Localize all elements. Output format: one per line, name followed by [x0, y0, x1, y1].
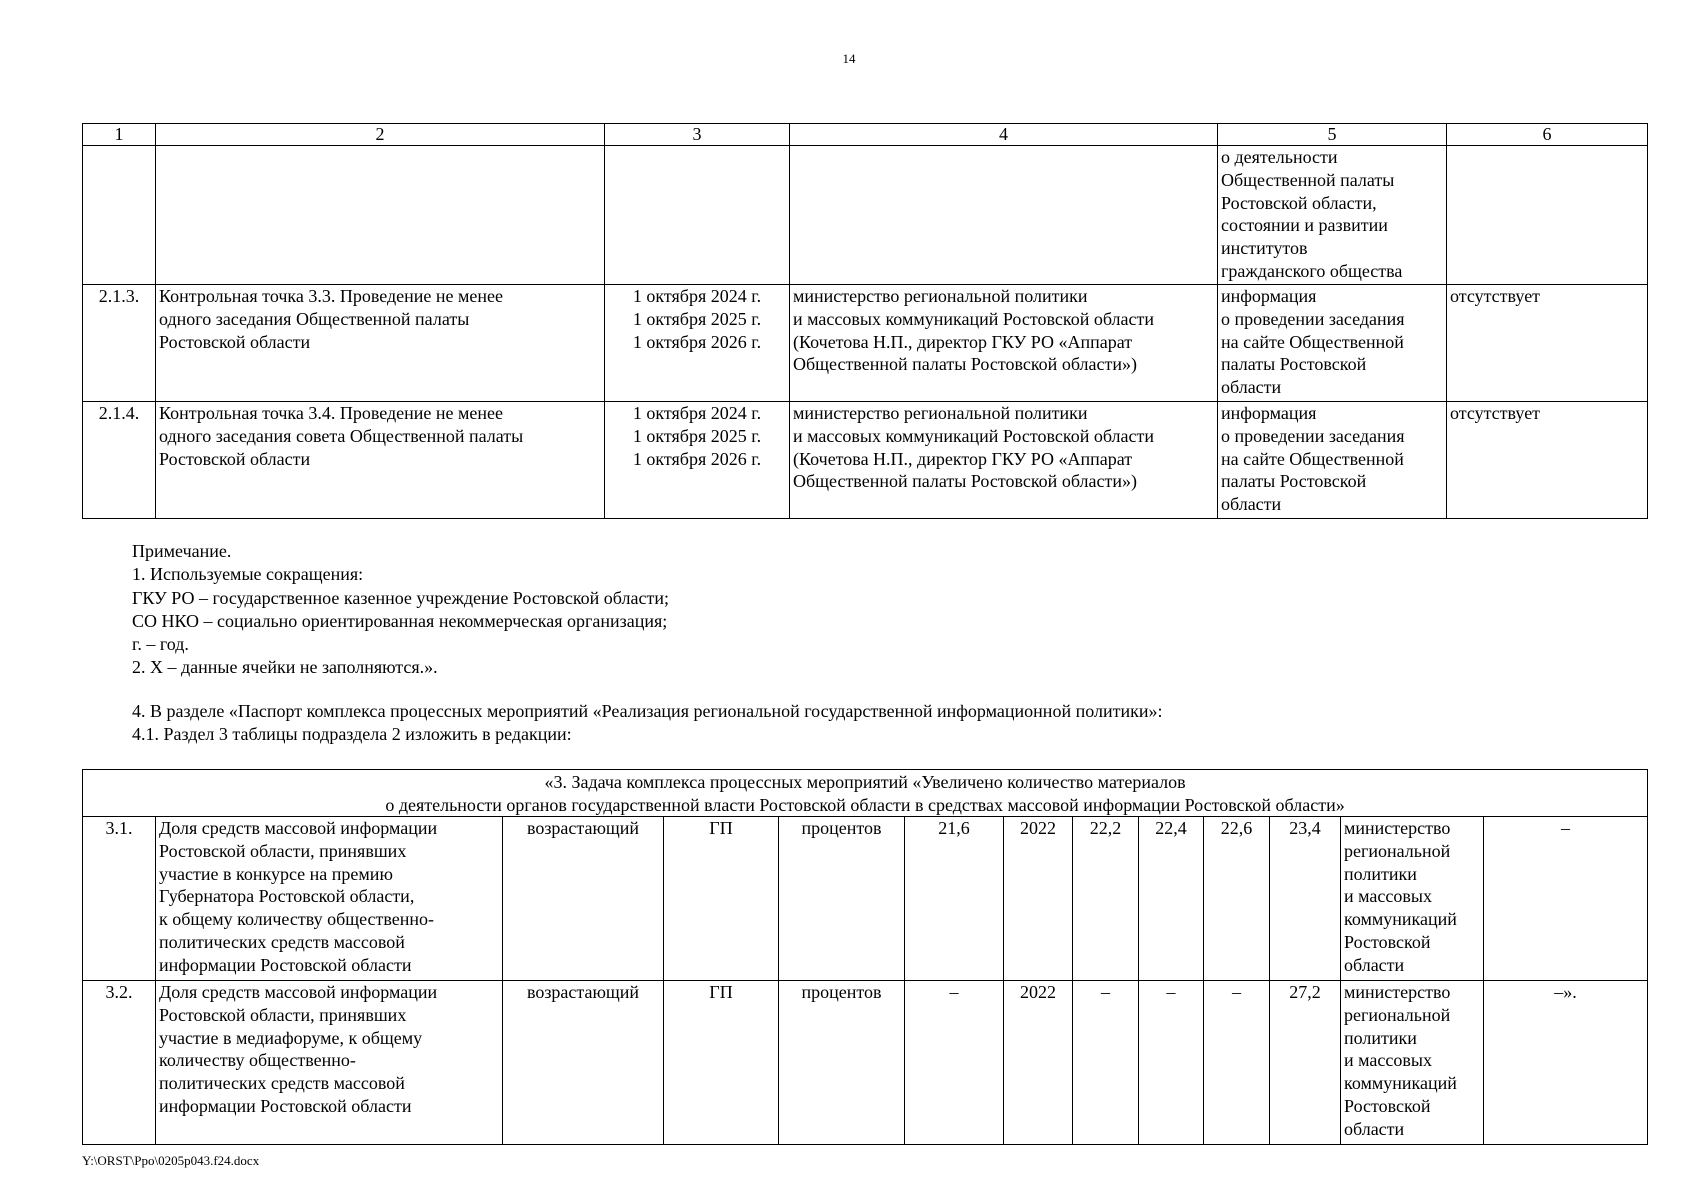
table-header-row	[83, 124, 1648, 146]
table-row	[83, 817, 1648, 981]
table-row	[83, 402, 1648, 519]
base-value-cell: –	[905, 981, 1004, 1145]
row-number: 3.2.	[83, 981, 156, 1145]
base-year-cell: 2022	[1004, 817, 1073, 981]
value-cell: 22,4	[1139, 817, 1204, 981]
table-row	[83, 285, 1648, 402]
value-cell: 27,2	[1270, 981, 1341, 1145]
value-cell: –	[1073, 981, 1139, 1145]
table-cell	[83, 146, 156, 285]
dates-cell: 1 октября 2024 г. 1 октября 2025 г. 1 октября 2026 г.	[605, 285, 790, 402]
control-point-name: Контрольная точка 3.3. Проведение не менее одного заседания Общественной палаты Ростовской области	[156, 285, 605, 402]
base-value-cell: 21,6	[905, 817, 1004, 981]
instruction-text: 4. В разделе «Паспорт комплекса процессных мероприятий «Реализация региональной государственной информационной политики»: 4.1. Раздел 3 таблицы подраздела 2 изложить в редакции:	[132, 701, 1163, 745]
table-row	[83, 981, 1648, 1145]
file-path-footer: Y:\ORST\Ppo\0205p043.f24.docx	[82, 1153, 260, 1168]
value-cell: 23,4	[1270, 817, 1341, 981]
value-cell: 22,2	[1073, 817, 1139, 981]
column-header: 6	[1447, 124, 1648, 146]
responsible-cell: министерство региональной политики и массовых коммуникаций Ростовской области	[1341, 981, 1484, 1145]
section-title: «3. Задача комплекса процессных мероприятий «Увеличено количество материалов о деятельности органов государственной власти Ростовской области в средствах массовой информации Ростовской области»	[83, 770, 1648, 817]
base-year-cell: 2022	[1004, 981, 1073, 1145]
result-cell: информация о проведении заседания на сайте Общественной палаты Ростовской области	[1218, 285, 1447, 402]
result-cell: информация о проведении заседания на сайте Общественной палаты Ростовской области	[1218, 402, 1447, 519]
row-number: 3.1.	[83, 817, 156, 981]
responsible-cell: министерство региональной политики и массовых коммуникаций Ростовской области (Кочетова Н.П., директор ГКУ РО «Аппарат Общественной палаты Ростовской области»)	[790, 285, 1218, 402]
column-header: 1	[83, 124, 156, 146]
system-cell: отсутствует	[1447, 285, 1648, 402]
level-cell: ГП	[664, 817, 779, 981]
result-cell: о деятельности Общественной палаты Ростовской области, состоянии и развитии институтов гражданского общества	[1218, 146, 1447, 285]
row-number: 2.1.3.	[83, 285, 156, 402]
link-cell: –».	[1484, 981, 1648, 1145]
column-header: 2	[156, 124, 605, 146]
unit-cell: процентов	[779, 817, 905, 981]
responsible-cell: министерство региональной политики и массовых коммуникаций Ростовской области	[1341, 817, 1484, 981]
dates-cell: 1 октября 2024 г. 1 октября 2025 г. 1 октября 2026 г.	[605, 402, 790, 519]
trend-cell: возрастающий	[503, 817, 664, 981]
indicators-table	[82, 769, 1648, 1145]
indicator-name: Доля средств массовой информации Ростовской области, принявших участие в медиафоруме, к общему количеству общественно- политических средств массовой информации Ростовской области	[156, 981, 503, 1145]
indicator-name: Доля средств массовой информации Ростовской области, принявших участие в конкурсе на премию Губернатора Ростовской области, к общему количеству общественно- политических средств массовой информации Ростовской области	[156, 817, 503, 981]
table-cell	[156, 146, 605, 285]
table-cell	[1447, 146, 1648, 285]
table-row	[83, 146, 1648, 285]
unit-cell: процентов	[779, 981, 905, 1145]
control-points-table	[82, 123, 1648, 519]
column-header: 3	[605, 124, 790, 146]
value-cell: 22,6	[1204, 817, 1270, 981]
row-number: 2.1.4.	[83, 402, 156, 519]
responsible-cell: министерство региональной политики и массовых коммуникаций Ростовской области (Кочетова Н.П., директор ГКУ РО «Аппарат Общественной палаты Ростовской области»)	[790, 402, 1218, 519]
trend-cell: возрастающий	[503, 981, 664, 1145]
value-cell: –	[1139, 981, 1204, 1145]
value-cell: –	[1204, 981, 1270, 1145]
note-text: Примечание. 1. Используемые сокращения: ГКУ РО – государственное казенное учреждение Ростовской области; СО НКО – социально ориентированная некоммерческая организация; г. – год. 2. Х – данные ячейки не заполняются.».	[132, 541, 669, 678]
system-cell: отсутствует	[1447, 402, 1648, 519]
table-cell	[790, 146, 1218, 285]
column-header: 5	[1218, 124, 1447, 146]
link-cell: –	[1484, 817, 1648, 981]
section-title-row	[83, 770, 1648, 817]
control-point-name: Контрольная точка 3.4. Проведение не менее одного заседания совета Общественной палаты Ростовской области	[156, 402, 605, 519]
column-header: 4	[790, 124, 1218, 146]
level-cell: ГП	[664, 981, 779, 1145]
page-number: 14	[842, 51, 856, 66]
table-cell	[605, 146, 790, 285]
